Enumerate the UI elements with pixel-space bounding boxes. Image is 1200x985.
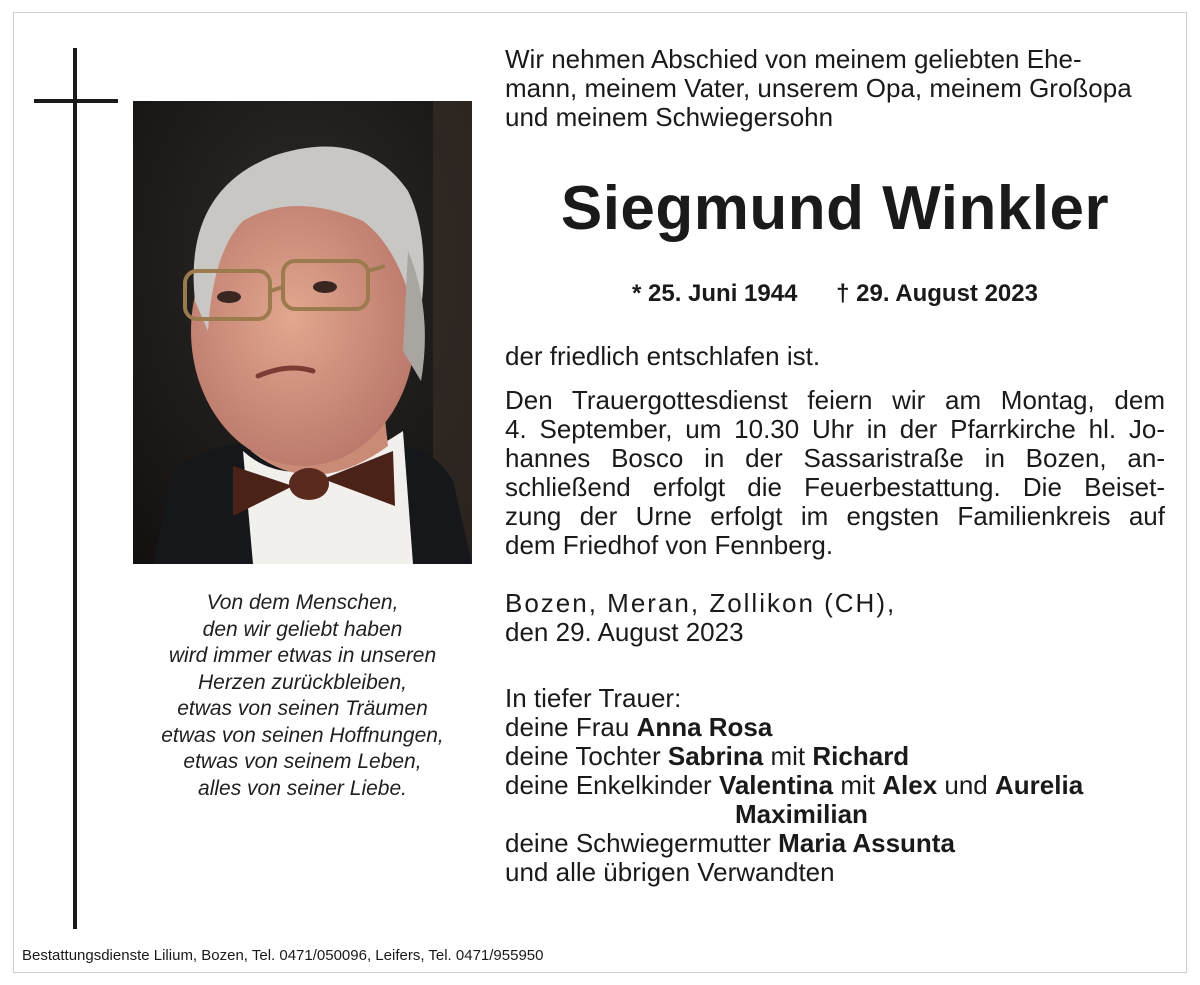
poem-line: wird immer etwas in unseren xyxy=(168,644,437,667)
poem-line: etwas von seinem Leben, xyxy=(183,750,422,773)
mourner-grandchildren xyxy=(505,771,1165,800)
mourner-great-grandchild xyxy=(505,800,1165,829)
service-line: zung der Urne erfolgt im engsten Familienkreis auf xyxy=(505,501,1165,531)
mourner-daughter xyxy=(505,742,1165,771)
relation-label: deine Enkelkinder xyxy=(505,770,712,800)
service-line: 4. September, um 10.30 Uhr in der Pfarrkirche hl. Jo- xyxy=(505,414,1165,444)
service-text xyxy=(505,342,1165,560)
mourners-list xyxy=(505,684,1165,887)
passing-line: der friedlich entschlafen ist. xyxy=(505,341,821,371)
connector-text: mit xyxy=(770,741,806,771)
birth-date: * 25. Juni 1944 xyxy=(632,280,798,307)
intro-text xyxy=(505,45,1165,132)
service-line: dem Friedhof von Fennberg. xyxy=(505,530,834,560)
poem-line: etwas von seinen Hoffnungen, xyxy=(161,723,444,747)
relation-label: deine Tochter xyxy=(505,741,661,771)
intro-line: Wir nehmen Abschied von meinem geliebten Ehe- xyxy=(505,44,1082,74)
deceased-name: Siegmund Winkler xyxy=(560,174,1110,243)
connector-text: mit xyxy=(840,770,875,800)
place-date xyxy=(505,589,1165,647)
portrait-illustration xyxy=(133,101,472,564)
mourner-name: Valentina xyxy=(718,770,834,800)
relation-label: deine Schwiegermutter xyxy=(505,828,771,858)
mourners-heading: In tiefer Trauer: xyxy=(505,683,682,713)
mourners-others: und alle übrigen Verwandten xyxy=(505,857,835,887)
mourner-wife xyxy=(505,713,1165,742)
mourner-name: Anna Rosa xyxy=(636,712,773,742)
date-line: den 29. August 2023 xyxy=(505,617,744,647)
service-line: hannes Bosco in der Sassaristraße in Bozen, an- xyxy=(505,443,1165,473)
poem-line: etwas von seinen Träumen xyxy=(177,697,428,720)
poem-line: Herzen zurückbleiben, xyxy=(198,670,407,694)
poem-line: Von dem Menschen, xyxy=(206,591,399,614)
service-line: schließend erfolgt die Feuerbestattung. Die Beiset- xyxy=(505,472,1165,502)
mourner-name: Sabrina xyxy=(667,741,764,771)
portrait-photo xyxy=(133,101,472,564)
cross-icon-bar xyxy=(34,99,118,103)
place-line: Bozen, Meran, Zollikon (CH), xyxy=(505,588,897,618)
mourner-name: Alex xyxy=(882,770,938,800)
mourner-name: Maximilian xyxy=(735,799,868,829)
memorial-poem xyxy=(133,590,472,802)
intro-line: und meinem Schwiegersohn xyxy=(505,102,834,132)
relation-label: deine Frau xyxy=(505,712,630,742)
death-date: † 29. August 2023 xyxy=(836,280,1038,307)
mourner-name: Richard xyxy=(812,741,910,771)
life-dates xyxy=(505,280,1165,308)
mourner-name: Aurelia xyxy=(995,770,1084,800)
funeral-service-footer: Bestattungsdienste Lilium, Bozen, Tel. 0471/050096, Leifers, Tel. 0471/955950 xyxy=(22,947,544,964)
connector-text: und xyxy=(944,770,988,800)
intro-line: mann, meinem Vater, unserem Opa, meinem Großopa xyxy=(505,73,1132,103)
service-line: Den Trauergottesdienst feiern wir am Montag, dem xyxy=(505,385,1165,415)
mourner-mother-in-law xyxy=(505,829,1165,858)
cross-icon xyxy=(73,48,77,929)
poem-line: alles von seiner Liebe. xyxy=(198,776,407,800)
poem-line: den wir geliebt haben xyxy=(202,617,403,641)
mourner-name: Maria Assunta xyxy=(778,828,955,858)
